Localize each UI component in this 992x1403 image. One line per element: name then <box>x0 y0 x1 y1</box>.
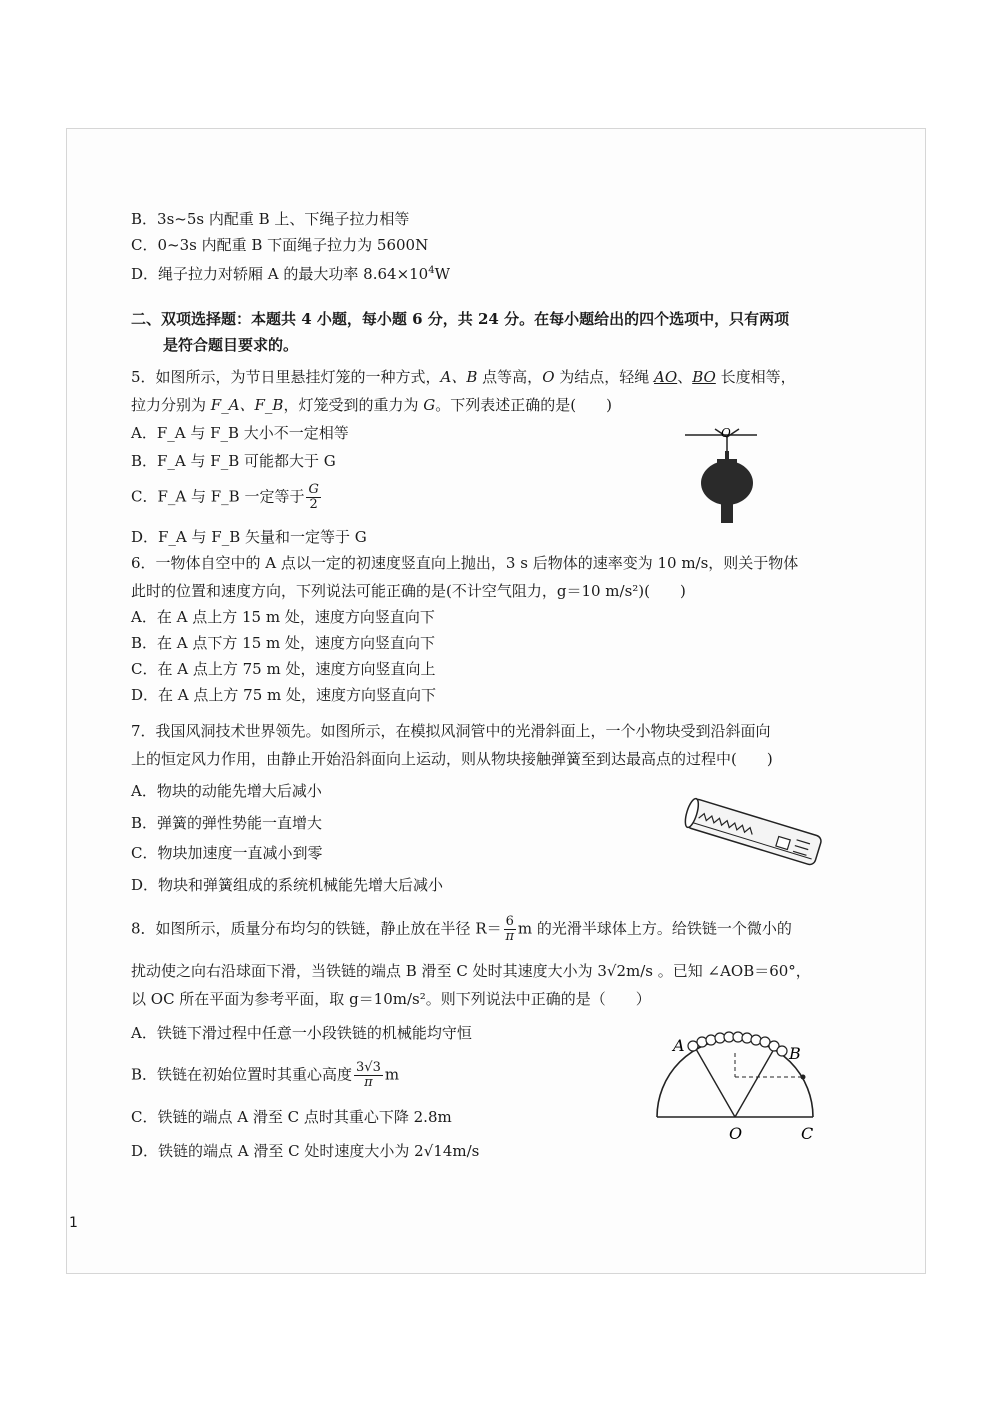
q8-stem-line2: 扰动使之向右沿球面下滑，当铁链的端点 B 滑至 C 处时其速度大小为 3√2m/s 。已知 ∠AOB＝60°， <box>131 962 811 980</box>
q7-option-b: B．弹簧的弹性势能一直增大 <box>131 814 323 832</box>
q8-option-c: C．铁链的端点 A 滑至 C 点时其重心下降 2.8m <box>131 1108 452 1126</box>
svg-text:B: B <box>789 1044 801 1063</box>
q5-stem-line2: 拉力分别为 F_A、F_B，灯笼受到的重力为 G。下列表述正确的是( ) <box>131 396 612 414</box>
q8-stem-line3: 以 OC 所在平面为参考平面，取 g＝10m/s²。则下列说法中正确的是（ ） <box>131 990 651 1008</box>
fraction-3root3-over-pi: $\frac{3√3}{\pi}$ <box>356 1060 381 1090</box>
q4-option-c: C．0~3s 内配重 B 下面绳子拉力为 5600N <box>131 236 429 254</box>
lantern-figure <box>677 425 767 525</box>
q6-option-b: B．在 A 点下方 15 m 处，速度方向竖直向下 <box>131 634 436 652</box>
svg-text:A: A <box>673 1036 685 1055</box>
q8-option-a: A．铁链下滑过程中任意一小段铁链的机械能均守恒 <box>131 1024 472 1042</box>
q4-option-b: B．3s~5s 内配重 B 上、下绳子拉力相等 <box>131 210 410 228</box>
section-2-header-cont: 是符合题目要求的。 <box>163 336 299 354</box>
q4-option-d: D．绳子拉力对轿厢 A 的最大功率 $8.64\times 10^4W$ <box>131 265 451 283</box>
q8-stem-line1: 8．如图所示，质量分布均匀的铁链，静止放在半径 R＝ $\frac{6}{\pi}$ m 的光滑半球体上方。给铁链一个微小的 <box>131 914 792 944</box>
q5-stem-line1: 5．如图所示，为节日里悬挂灯笼的一种方式，A、B 点等高，O 为结点，轻绳 AO、BO 长度相等， <box>131 368 796 386</box>
fraction-6-over-pi: $\frac{6}{\pi}$ <box>505 914 515 944</box>
q6-option-a: A．在 A 点上方 15 m 处，速度方向竖直向下 <box>131 608 435 626</box>
svg-text:C: C <box>801 1124 814 1143</box>
q5-option-a: A．F_A 与 F_B 大小不一定相等 <box>131 424 349 442</box>
q5-option-c: C．F_A 与 F_B 一定等于 $\frac{G}{2}$ <box>131 482 319 512</box>
exam-page <box>66 128 926 1274</box>
q7-option-c: C．物块加速度一直减小到零 <box>131 844 323 862</box>
section-2-header: 二、双项选择题：本题共 4 小题，每小题 6 分，共 24 分。在每小题给出的四个选项中，只有两项 <box>131 310 790 328</box>
fraction-g-over-2: $\frac{G}{2}$ <box>308 482 319 512</box>
q6-stem-line1: 6．一物体自空中的 A 点以一定的初速度竖直向上抛出，3 s 后物体的速率变为 10 m/s，则关于物体 <box>131 554 799 572</box>
q7-option-d: D．物块和弹簧组成的系统机械能先增大后减小 <box>131 876 444 894</box>
q7-stem-line1: 7．我国风洞技术世界领先。如图所示，在模拟风洞管中的光滑斜面上，一个小物块受到沿斜面向 <box>131 722 771 740</box>
hemisphere-chain-figure <box>651 1019 825 1149</box>
q7-stem-line2: 上的恒定风力作用，由静止开始沿斜面向上运动，则从物块接触弹簧至到达最高点的过程中( ) <box>131 750 773 768</box>
svg-text:O: O <box>721 426 731 440</box>
q5-option-b: B．F_A 与 F_B 可能都大于 G <box>131 452 336 470</box>
wind-tunnel-figure <box>679 791 829 873</box>
q6-option-c: C．在 A 点上方 75 m 处，速度方向竖直向上 <box>131 660 436 678</box>
page-number: 1 <box>69 1215 78 1231</box>
q8-option-b: B．铁链在初始位置时其重心高度 $\frac{3√3}{\pi}$ m <box>131 1060 400 1090</box>
q6-option-d: D．在 A 点上方 75 m 处，速度方向竖直向下 <box>131 686 437 704</box>
q5-option-d: D．F_A 与 F_B 矢量和一定等于 G <box>131 528 367 546</box>
q8-option-d: D．铁链的端点 A 滑至 C 处时速度大小为 2√14m/s <box>131 1142 480 1160</box>
q7-option-a: A．物块的动能先增大后减小 <box>131 782 322 800</box>
q6-stem-line2: 此时的位置和速度方向，下列说法可能正确的是(不计空气阻力，g＝10 m/s²)( ) <box>131 582 686 600</box>
svg-text:O: O <box>729 1124 743 1143</box>
